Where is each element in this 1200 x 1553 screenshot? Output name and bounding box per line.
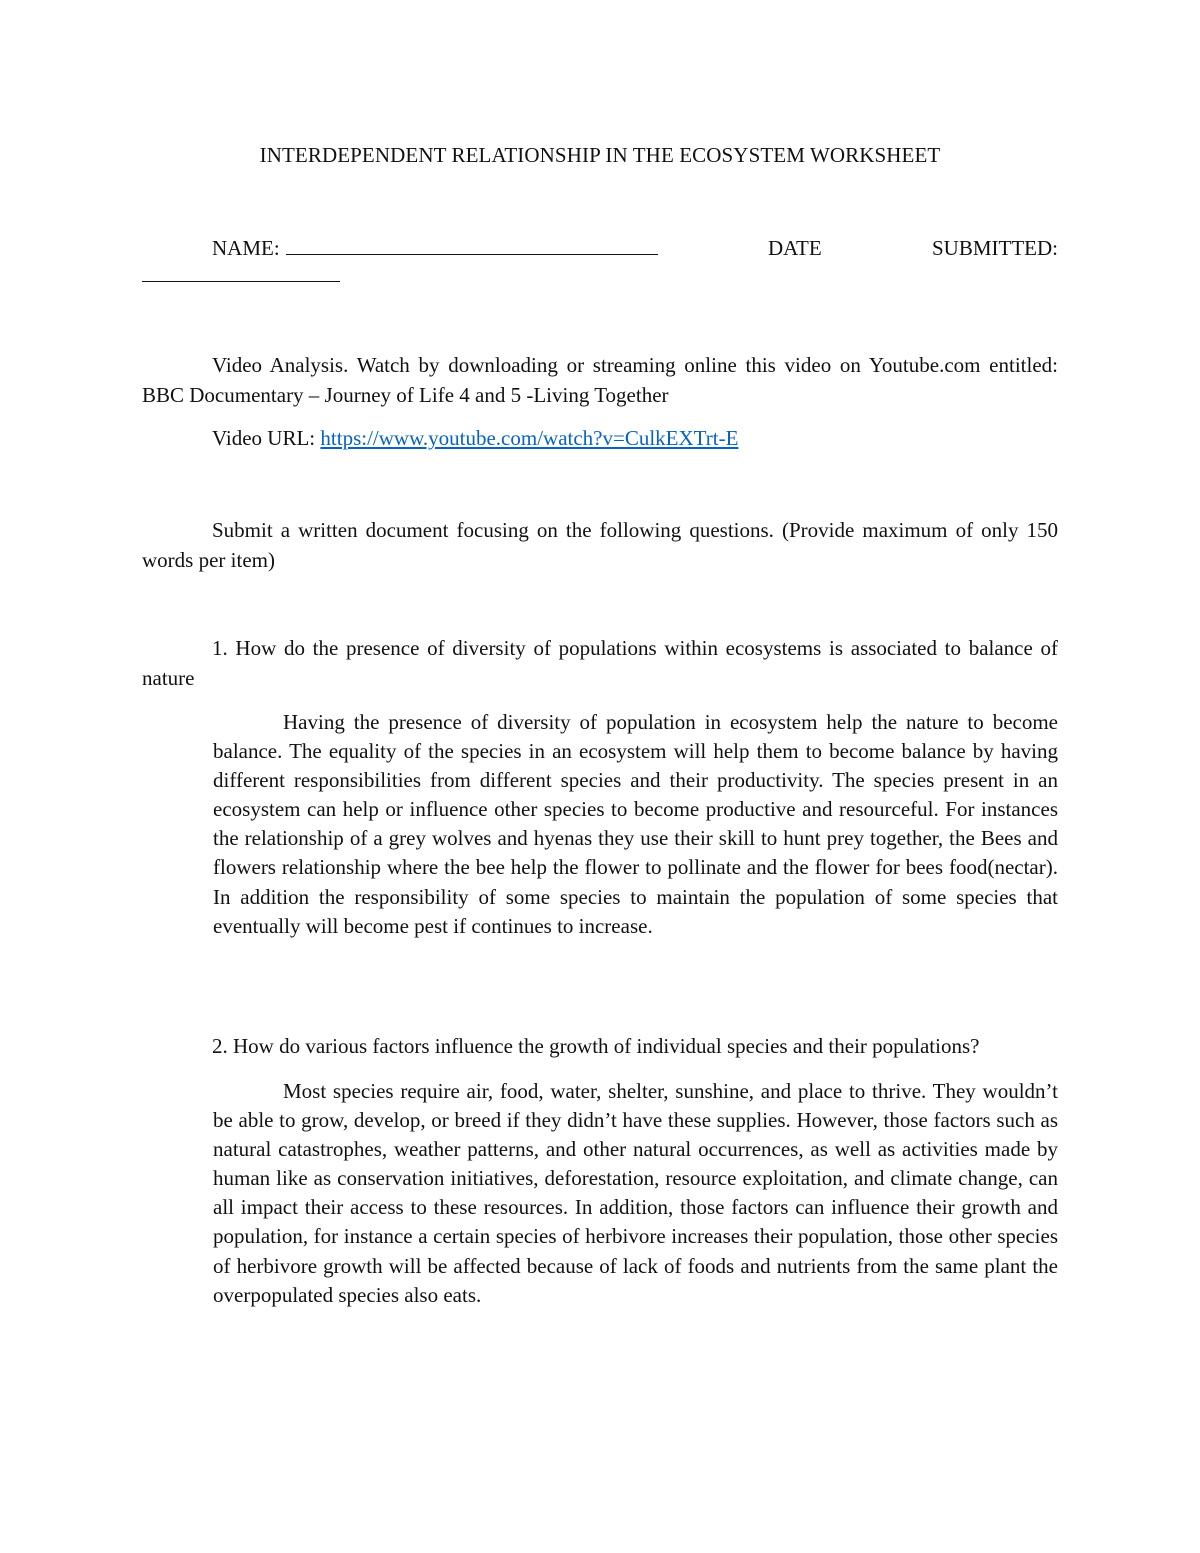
answer-1 bbox=[213, 708, 1058, 941]
answer-1-text: Having the presence of diversity of population in ecosystem help the nature to become balance. The equality of the species in an ecosystem will help them to become balance by having different responsibilities from different species and their productivity. The species present in an ecosystem can help or influence other species to become productive and resourceful. For instances the relationship of a grey wolves and hyenas they use their skill to hunt prey together, the Bees and flowers relationship where the bee help the flower to pollinate and the flower for bees food(nectar). In addition the responsibility of some species to maintain the population of some species that eventually will become pest if continues to increase. bbox=[213, 710, 1058, 938]
question-2: 2. How do various factors influence the growth of individual species and their populations? bbox=[212, 1034, 980, 1058]
name-blank bbox=[286, 234, 658, 255]
name-field bbox=[212, 233, 658, 263]
worksheet-title: INTERDEPENDENT RELATIONSHIP IN THE ECOSYSTEM WORKSHEET bbox=[259, 143, 941, 167]
date-submitted-blank bbox=[142, 263, 340, 282]
video-analysis-paragraph: Video Analysis. Watch by downloading or streaming online this video on Youtube.com entitled: BBC Documentary – Journey of Life 4 and 5 -Living Together bbox=[142, 353, 1058, 407]
video-url-line bbox=[142, 424, 1058, 454]
answer-2-text: Most species require air, food, water, shelter, sunshine, and place to thrive. They wouldn’t be able to grow, develop, or breed if they didn’t have these supplies. However, those factors such as natural catastrophes, weather patterns, and other natural occurrences, as well as activities made by human like as conservation initiatives, deforestation, resource exploitation, and climate change, can all impact their access to these resources. In addition, those factors can influence their growth and population, for instance a certain species of herbivore increases their population, those other species of herbivore growth will be affected because of lack of foods and nutrients from the same plant the overpopulated species also eats. bbox=[213, 1079, 1058, 1307]
date-label: DATE bbox=[768, 236, 822, 260]
question-1: 1. How do the presence of diversity of populations within ecosystems is associated to balance of nature bbox=[142, 636, 1058, 690]
answer-2 bbox=[213, 1077, 1058, 1310]
video-url-link[interactable]: https://www.youtube.com/watch?v=CulkEXTrt-E bbox=[320, 426, 739, 450]
submitted-label: SUBMITTED: bbox=[932, 236, 1058, 260]
name-label: NAME: bbox=[212, 236, 280, 260]
name-date-line bbox=[142, 233, 1058, 282]
video-url-label: Video URL: bbox=[212, 426, 321, 450]
instructions-paragraph: Submit a written document focusing on the following questions. (Provide maximum of only 150 words per item) bbox=[142, 518, 1058, 572]
